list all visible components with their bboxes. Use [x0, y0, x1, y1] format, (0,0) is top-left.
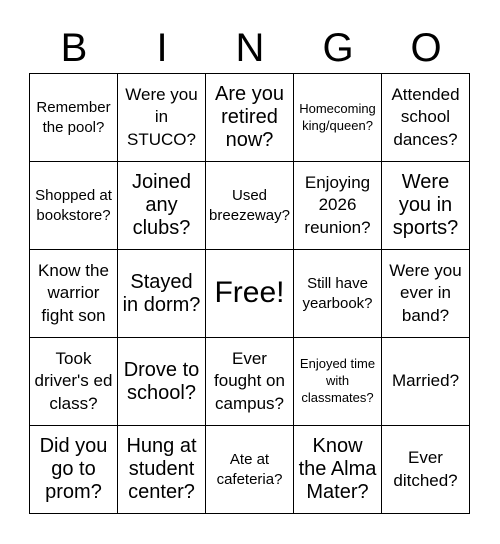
bingo-board [29, 73, 470, 514]
bingo-cell[interactable] [382, 338, 470, 426]
bingo-cell[interactable] [294, 250, 382, 338]
cell-text: Did you go to prom? [39, 435, 108, 503]
header-letter-o: O [410, 26, 442, 70]
header-letter-g: G [322, 26, 354, 70]
bingo-cell[interactable] [30, 162, 118, 250]
cell-text: Ever ditched? [393, 448, 458, 490]
cell-text: Know the Alma Mater? [298, 435, 377, 503]
cell-text: Attended school dances? [391, 85, 460, 149]
cell-text: Stayed in dorm? [122, 270, 201, 316]
bingo-cell[interactable] [294, 162, 382, 250]
bingo-cell[interactable] [206, 426, 294, 514]
bingo-cell[interactable] [118, 338, 206, 426]
bingo-cell[interactable] [30, 74, 118, 162]
cell-text: Remember the pool? [36, 99, 111, 136]
cell-text: Were you in STUCO? [125, 85, 198, 149]
free-space-cell[interactable] [206, 250, 294, 338]
bingo-cell[interactable] [382, 250, 470, 338]
bingo-cell[interactable] [294, 338, 382, 426]
cell-text: Joined any clubs? [132, 171, 191, 239]
bingo-cell[interactable] [206, 338, 294, 426]
cell-text: Homecoming king/queen? [299, 100, 376, 133]
bingo-cell[interactable] [30, 338, 118, 426]
cell-text: Enjoying 2026 reunion? [304, 173, 371, 237]
cell-text: Enjoyed time with classmates? [299, 356, 376, 405]
bingo-cell[interactable] [118, 426, 206, 514]
cell-text: Ate at cafeteria? [216, 451, 283, 488]
cell-text: Hung at student center? [126, 435, 197, 503]
bingo-cell[interactable] [30, 250, 118, 338]
bingo-cell[interactable] [118, 162, 206, 250]
bingo-cell[interactable] [30, 426, 118, 514]
header-letter-i: I [156, 26, 168, 70]
bingo-cell[interactable] [206, 162, 294, 250]
bingo-cell[interactable] [382, 74, 470, 162]
cell-text: Drove to school? [123, 358, 200, 404]
cell-text: Were you ever in band? [389, 261, 462, 325]
cell-text: Married? [391, 371, 460, 391]
bingo-cell[interactable] [294, 74, 382, 162]
cell-text: Shopped at bookstore? [35, 187, 112, 224]
cell-text: Still have yearbook? [302, 275, 373, 312]
bingo-cell[interactable] [294, 426, 382, 514]
bingo-header [30, 22, 470, 74]
cell-text: Used breezeway? [209, 187, 290, 224]
bingo-cell[interactable] [382, 426, 470, 514]
bingo-cell[interactable] [206, 74, 294, 162]
cell-text: Ever fought on campus? [214, 349, 285, 413]
cell-text: Are you retired now? [215, 83, 284, 151]
bingo-cell[interactable] [382, 162, 470, 250]
bingo-cell[interactable] [118, 250, 206, 338]
bingo-cell[interactable] [118, 74, 206, 162]
header-letter-b: B [60, 26, 88, 70]
header-letter-n: N [235, 26, 265, 70]
cell-text: Know the warrior fight son [38, 261, 109, 325]
cell-text: Took driver's ed class? [34, 349, 113, 413]
free-space-text: Free! [214, 276, 285, 310]
cell-text: Were you in sports? [392, 171, 459, 239]
